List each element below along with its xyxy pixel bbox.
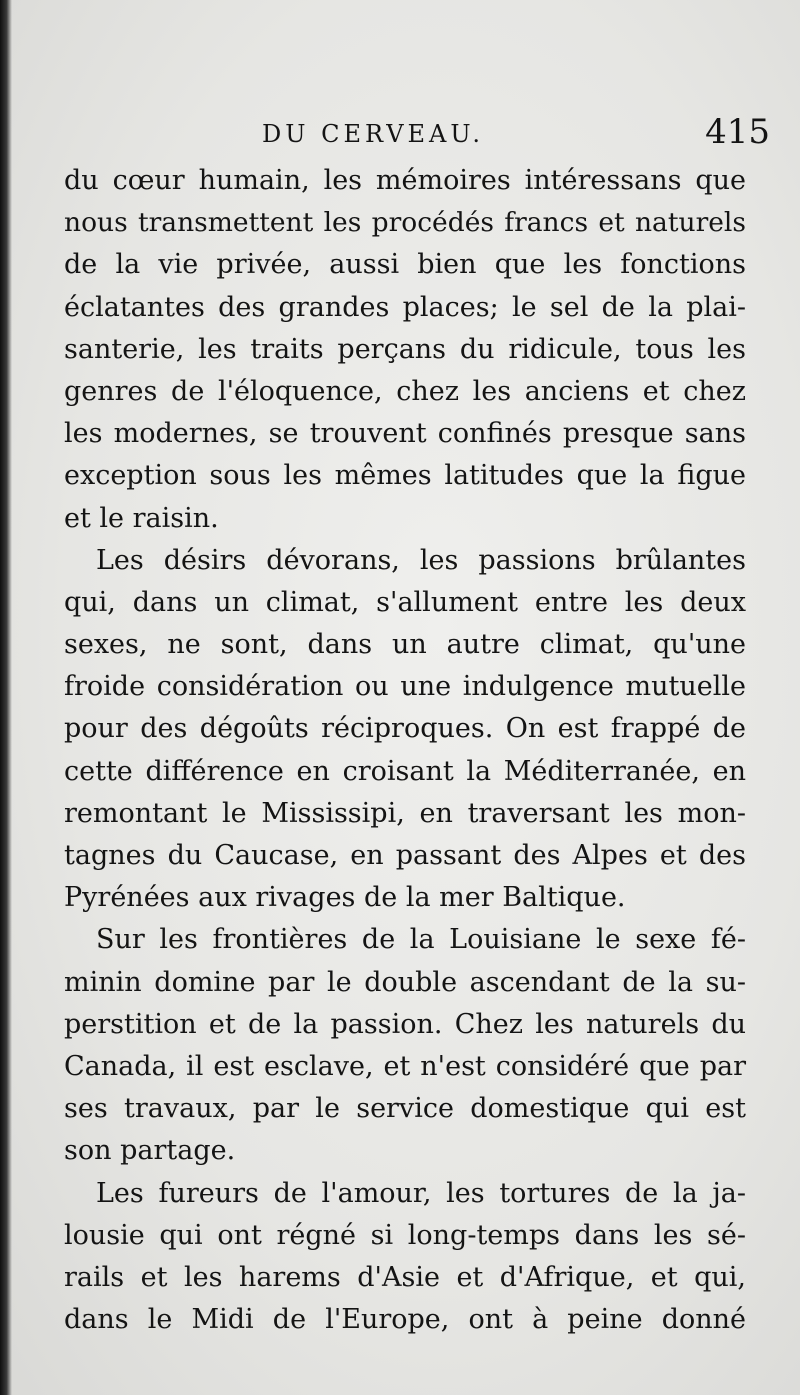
text-line: perstition et de la passion. Chez les naturels du [64, 1008, 746, 1040]
page-header [66, 112, 770, 160]
paragraph-first-line: Sur les frontières de la Louisiane le sexe fé- [96, 924, 746, 956]
text-line: remontant le Mississipi, en traversant les mon- [64, 797, 746, 829]
text-line: exception sous les mêmes latitudes que la figue [64, 460, 746, 492]
text-line: minin domine par le double ascendant de la su- [64, 966, 746, 998]
text-line: Pyrénées aux rivages de la mer Baltique. [64, 882, 626, 914]
text-line: genres de l'éloquence, chez les anciens et chez [64, 375, 746, 407]
text-line: tagnes du Caucase, en passant des Alpes et des [64, 840, 746, 871]
text-line: froide considération ou une indulgence mutuelle [64, 671, 746, 703]
text-line: lousie qui ont régné si long-temps dans les sé- [64, 1219, 746, 1251]
text-line: dans le Midi de l'Europe, ont à peine donné [64, 1304, 746, 1336]
text-line: pour des dégoûts réciproques. On est frappé de [64, 713, 746, 745]
text-line: éclatantes des grandes places; le sel de la plai- [64, 291, 746, 323]
text-line: nous transmettent les procédés francs et naturels [64, 207, 746, 239]
text-line: qui, dans un climat, s'allument entre les deux [64, 586, 746, 618]
text-line: Canada, il est esclave, et n'est considéré que par [64, 1050, 746, 1082]
text-line: son partage. [64, 1135, 236, 1167]
text-line: les modernes, se trouvent confinés presque sans [64, 418, 746, 450]
text-line: cette différence en croisant la Méditerranée, en [64, 755, 746, 787]
body-text [64, 160, 746, 1341]
text-line: du cœur humain, les mémoires intéressans que [64, 165, 746, 196]
text-line: de la vie privée, aussi bien que les fonctions [64, 249, 746, 281]
text-line: santerie, les traits perçans du ridicule, tous les [64, 333, 746, 365]
paragraph-first-line: Les fureurs de l'amour, les tortures de la ja- [96, 1177, 746, 1209]
page-binding-edge [0, 0, 12, 1395]
text-line: et le raisin. [64, 502, 219, 534]
running-head: DU CERVEAU. [262, 120, 485, 148]
text-line: ses travaux, par le service domestique qui est [64, 1093, 746, 1125]
paragraph-first-line: Les désirs dévorans, les passions brûlantes [96, 544, 746, 576]
page-number: 415 [705, 112, 770, 152]
text-line: sexes, ne sont, dans un autre climat, qu'une [64, 629, 746, 661]
text-line: rails et les harems d'Asie et d'Afrique, et qui, [64, 1261, 746, 1293]
